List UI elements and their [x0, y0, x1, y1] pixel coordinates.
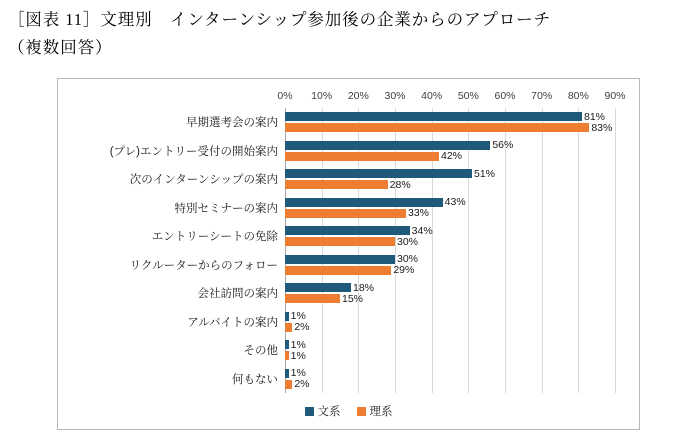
chart-category-row [174, 194, 615, 223]
chart-bar-value-label: 28% [389, 178, 411, 191]
chart-bar [285, 178, 411, 191]
y-axis-category-label: 早期選考会の案内 [186, 117, 278, 130]
chart-category-row [187, 308, 615, 337]
chart-bar [285, 378, 310, 390]
chart-bar-value-label: 18% [353, 281, 375, 294]
chart-bar-value-label: 1% [290, 338, 306, 351]
chart-bar [285, 207, 430, 219]
chart-bar-value-label: 33% [408, 207, 430, 219]
chart-bar [285, 139, 514, 151]
chart-bar [285, 224, 433, 237]
chart-bar-value-label: 2% [294, 321, 310, 333]
chart-bar [285, 321, 310, 333]
x-axis-tick-label: 70% [531, 90, 553, 102]
chart-bar-value-label: 81% [584, 110, 606, 123]
legend-label: 理系 [369, 406, 393, 418]
chart-bar-value-label: 34% [411, 224, 433, 237]
x-axis-tick-label: 90% [604, 90, 626, 102]
chart-bar [285, 367, 306, 379]
chart-bar-value-label: 51% [474, 167, 496, 180]
chart-bar [285, 281, 375, 294]
x-axis-tick-label: 80% [567, 90, 589, 102]
y-axis-category-label: 特別セミナーの案内 [174, 202, 278, 215]
y-axis-category-label: (プレ)エントリー受付の開始案内 [109, 145, 278, 158]
chart-bar-value-label: 83% [591, 121, 613, 134]
y-axis-category-label: 何もない [232, 373, 278, 386]
chart-bar [285, 253, 419, 265]
y-axis-category-label: 会社訪問の案内 [197, 288, 278, 301]
y-axis-category-label: その他 [243, 345, 278, 358]
chart-category-row [151, 222, 615, 251]
chart-bar-value-label: 30% [397, 235, 419, 248]
chart-bar-value-label: 2% [294, 378, 310, 390]
chart-bar [285, 150, 463, 162]
legend-swatch [305, 407, 314, 416]
chart-bar-value-label: 15% [342, 292, 364, 305]
legend-label: 文系 [317, 406, 341, 418]
chart-bar-value-label: 1% [290, 367, 306, 379]
chart-bar [285, 349, 306, 362]
chart-bar-value-label: 1% [290, 349, 306, 362]
chart-bar [285, 310, 306, 322]
legend-item [357, 403, 393, 419]
chart-bar-value-label: 29% [393, 264, 415, 276]
chart-category-row [186, 108, 615, 137]
x-axis-tick-label: 10% [311, 90, 333, 102]
page-title [8, 6, 692, 62]
chart-category-row [129, 165, 615, 194]
chart-legend [58, 403, 639, 419]
chart-bar-value-label: 1% [290, 310, 306, 322]
title-line-1: ［図表 11］文理別 インターンシップ参加後の企業からのアプローチ [8, 10, 551, 29]
chart-bar-value-label: 42% [441, 150, 463, 162]
x-axis-tick-label: 50% [457, 90, 479, 102]
gridline [615, 108, 616, 393]
y-axis-category-label: エントリーシートの免除 [151, 231, 278, 244]
chart-bar [285, 110, 606, 123]
chart-category-row [243, 336, 615, 365]
legend-swatch [357, 407, 366, 416]
chart-bar [285, 235, 419, 248]
x-axis-tick-label: 40% [421, 90, 443, 102]
chart-bar-value-label: 30% [397, 253, 419, 265]
chart-category-row [232, 365, 615, 394]
legend-item [305, 403, 341, 419]
x-axis-tick-label: 30% [384, 90, 406, 102]
chart-bar-value-label: 43% [444, 196, 466, 208]
plot-area [109, 90, 626, 393]
title-line-2: （複数回答） [8, 38, 113, 57]
chart-category-row [197, 279, 615, 308]
chart-bar [285, 167, 496, 180]
chart-bar [285, 292, 364, 305]
x-axis-tick-label: 20% [347, 90, 369, 102]
x-axis-tick-label: 0% [277, 90, 293, 102]
chart-category-row [109, 137, 615, 166]
y-axis-category-label: アルバイトの案内 [187, 316, 278, 329]
chart-bar [285, 196, 466, 208]
chart-bar-value-label: 56% [492, 139, 514, 151]
y-axis-category-label: 次のインターンシップの案内 [129, 174, 278, 187]
y-axis-category-label: リクルーターからのフォロー [129, 259, 278, 272]
chart-bar [285, 264, 415, 276]
chart-bar [285, 338, 306, 351]
chart-bar [285, 121, 613, 134]
x-axis-tick-label: 60% [494, 90, 516, 102]
chart-category-row [129, 251, 615, 280]
chart-container [57, 78, 640, 430]
